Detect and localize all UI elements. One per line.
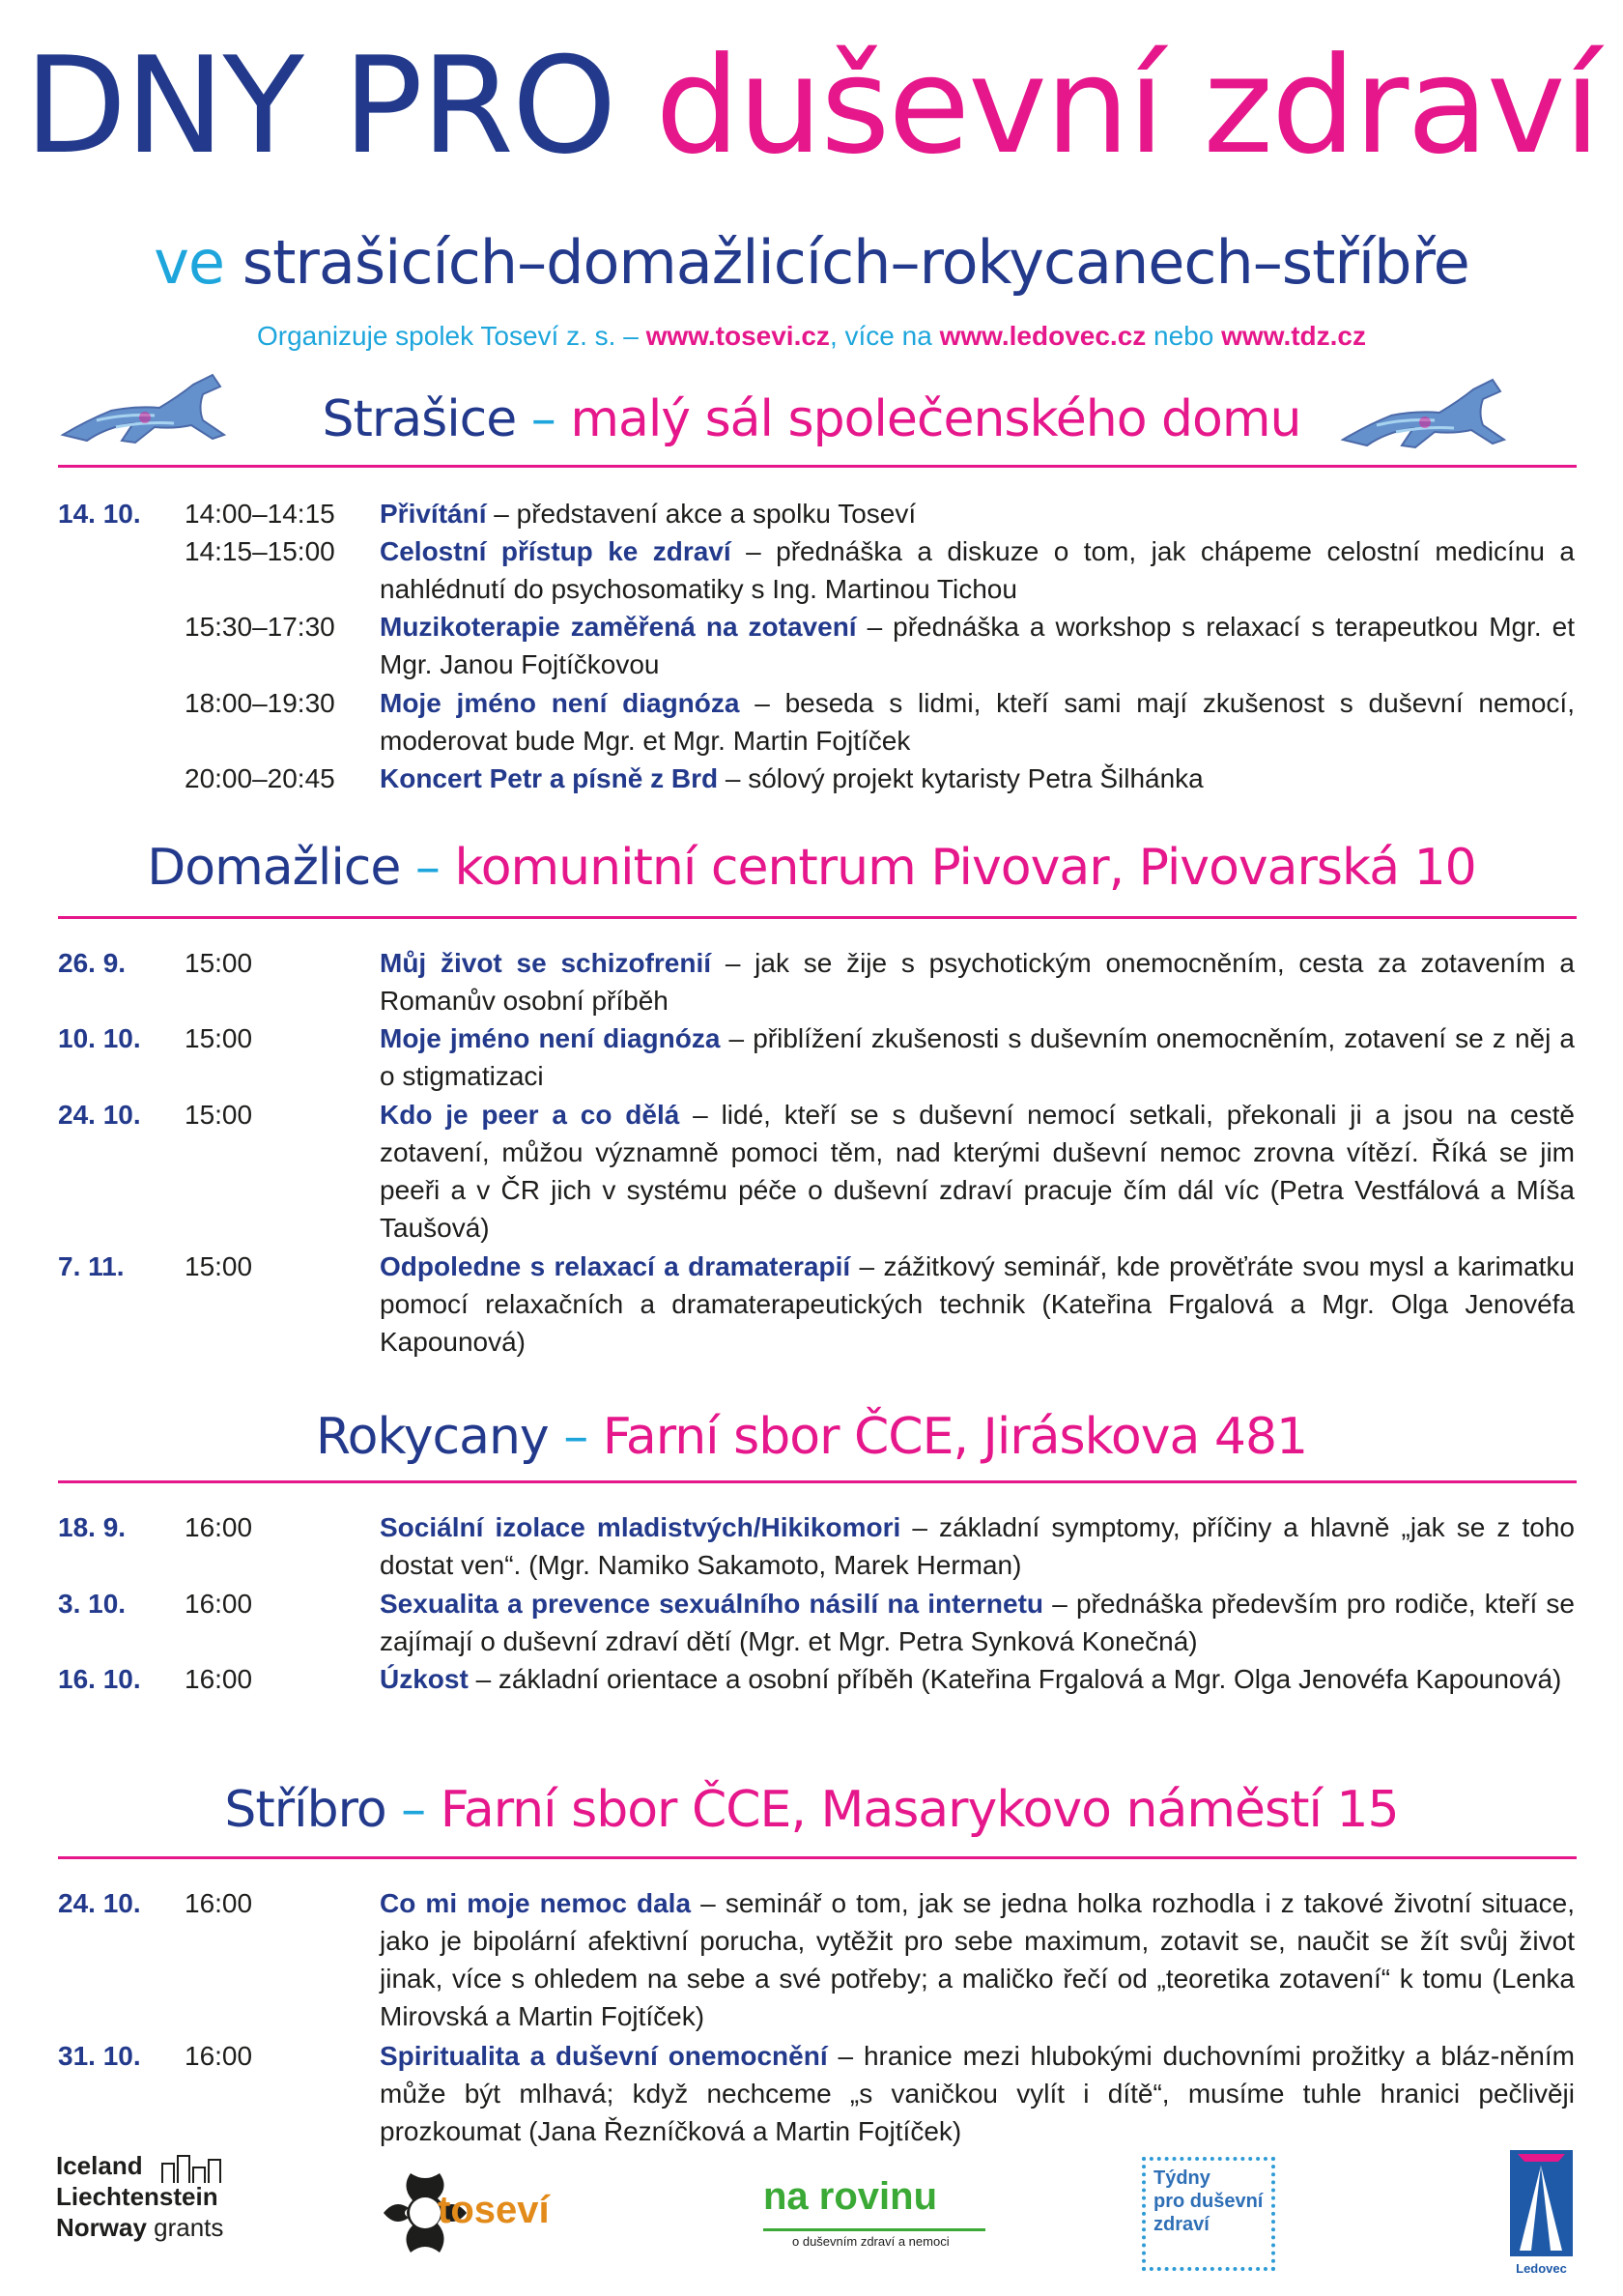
- event-text: – beseda s lidmi, kteří sami mají zkušenost s duševní nemocí, moderovat bude Mgr. et Mgr. Martin Fojtíček: [380, 688, 1575, 756]
- event-description: [380, 684, 1575, 760]
- event-description: [380, 1884, 1575, 2035]
- tydny-logo: [1142, 2157, 1275, 2271]
- section-heading-stribro: [58, 1779, 1565, 1841]
- tydny-line3: zdraví: [1153, 2214, 1210, 2235]
- section-place: Domažlice: [147, 839, 401, 897]
- event-text: – sólový projekt kytaristy Petra Šilhánka: [718, 763, 1204, 793]
- section-heading-rokycany: [58, 1406, 1565, 1468]
- event-row: [58, 944, 1575, 1019]
- grants-line3b: grants: [146, 2213, 224, 2242]
- event-text: – přednáška a workshop s relaxací s terapeutkou Mgr. et Mgr. Janou Fojtíčkovou: [380, 612, 1575, 679]
- ledovec-logo: [1510, 2150, 1573, 2276]
- event-time: 18:00–19:30: [185, 688, 335, 718]
- event-text: – lidé, kteří se s duševní nemocí setkali, překonali ji a jsou na cestě zotavení, můžou významně pomoci těm, nad kterými duševní nemoc zrovna vítězí. Říká se jim peeři a v ČR jich v systému péče o duševní zdraví pracuje čím dál víc (Petra Vestfálová a Míša Taušová): [380, 1100, 1575, 1243]
- subtitle: [0, 224, 1623, 301]
- section-dash: –: [400, 839, 455, 897]
- section-divider: [58, 1856, 1577, 1859]
- event-description: [380, 1096, 1575, 1247]
- section-dash: –: [516, 390, 571, 448]
- section-venue: komunitní centrum Pivovar, Pivovarská 10: [454, 839, 1476, 897]
- event-date: 26. 9.: [58, 948, 127, 978]
- event-time: 14:15–15:00: [185, 536, 335, 566]
- event-time: 15:00: [185, 948, 253, 978]
- event-row: [58, 1019, 1575, 1095]
- page-title: [0, 29, 1623, 184]
- event-row: [58, 532, 1575, 608]
- event-row: [58, 1096, 1575, 1247]
- event-time: 16:00: [185, 1589, 253, 1619]
- event-row: [58, 1660, 1575, 1698]
- event-title: Koncert Petr a písně z Brd: [380, 763, 719, 793]
- eea-grants-logo: [56, 2150, 240, 2266]
- tydny-line2: pro duševní: [1153, 2191, 1264, 2212]
- title-part1: DNY PRO: [24, 28, 656, 184]
- event-date: 14. 10.: [58, 499, 141, 529]
- tosevi-logo: [382, 2169, 613, 2256]
- event-row: [58, 1585, 1575, 1660]
- section-divider: [58, 465, 1577, 468]
- event-text: – představení akce a spolku Toseví: [486, 499, 917, 529]
- event-text: – základní orientace a osobní příběh (Kateřina Frgalová a Mgr. Olga Jenovéfa Kapounová): [468, 1664, 1562, 1694]
- event-date: 18. 9.: [58, 1512, 127, 1542]
- grants-line1: Iceland: [56, 2151, 143, 2180]
- event-row: [58, 495, 1575, 532]
- event-row: [58, 2037, 1575, 2150]
- event-date: 10. 10.: [58, 1023, 141, 1053]
- subtitle-part2: strašicích–domažlicích–rokycanech–stříbře: [242, 227, 1469, 298]
- event-text: – základní symptomy, příčiny a hlavně „jak se z toho dostat ven“. (Mgr. Namiko Sakamoto, Marek Herman): [380, 1512, 1575, 1580]
- event-date: 31. 10.: [58, 2041, 141, 2071]
- event-time: 16:00: [185, 1512, 253, 1542]
- narovinu-logo: [763, 2174, 985, 2261]
- narovinu-tagline: o duševním zdraví a nemoci: [792, 2234, 950, 2249]
- section-venue: Farní sbor ČCE, Masarykovo náměstí 15: [440, 1781, 1399, 1839]
- event-time: 15:00: [185, 1251, 253, 1281]
- event-row: [58, 608, 1575, 683]
- event-description: [380, 495, 1575, 532]
- event-description: [380, 2037, 1575, 2150]
- event-row: [58, 684, 1575, 760]
- event-title: Moje jméno není diagnóza: [380, 1023, 721, 1053]
- organizer-or: nebo: [1146, 321, 1222, 351]
- event-date: 7. 11.: [58, 1251, 125, 1281]
- event-text: – jak se žije s psychotickým onemocněním, cesta za zotavením a Romanův osobní příběh: [380, 948, 1575, 1016]
- event-title: Sociální izolace mladistvých/Hikikomori: [380, 1512, 901, 1542]
- subtitle-part1: ve: [154, 227, 242, 298]
- ledovec-wordmark: Ledovec: [1516, 2261, 1567, 2276]
- tydny-line1: Týdny: [1153, 2167, 1210, 2189]
- title-part2: duševní zdraví: [655, 28, 1599, 184]
- event-title: Odpoledne s relaxací a dramaterapií: [380, 1251, 851, 1281]
- event-text: – seminář o tom, jak se jedna holka rozhodla i z takové životní situace, jako je bipolární afektivní porucha, vytěžit pro sebe maximum, zotavit se, naučit se žít svůj život jinak, více s ohledem na sebe a své potřeby; a maličko řečí od „teoretika zotavení“ k tomu (Lenka Mirovská a Martin Fojtíček): [380, 1888, 1576, 2031]
- event-description: [380, 760, 1575, 797]
- section-place: Stříbro: [224, 1781, 386, 1839]
- tosevi-link[interactable]: www.tosevi.cz: [645, 321, 830, 351]
- organizer-text: Organizuje spolek Toseví z. s. –: [257, 321, 646, 351]
- grants-line2: Liechtenstein: [56, 2182, 218, 2211]
- event-title: Muzikoterapie zaměřená na zotavení: [380, 612, 857, 642]
- event-text: – hranice mezi hlubokými duchovními prožitky a bláz-něním může být mlhavá; když nechceme „s vaničkou vylít i dítě“, musíme tuhle hranici pečlivěji prozkoumat (Jana Řezníčková a Martin Fojtíček): [380, 2041, 1575, 2146]
- event-date: 3. 10.: [58, 1589, 127, 1619]
- event-date: 24. 10.: [58, 1100, 141, 1130]
- event-time: 15:30–17:30: [185, 612, 335, 642]
- event-text: – zážitkový seminář, kde prověťráte svou mysl a karimatku pomocí relaxačních a dramaterapeutických technik (Kateřina Frgalová a Mgr. Olga Jenovéfa Kapounová): [380, 1251, 1575, 1357]
- event-title: Přivítání: [380, 499, 487, 529]
- event-row: [58, 1508, 1575, 1584]
- organizer-mid: , více na: [829, 321, 940, 351]
- tosevi-wordmark: toseví: [438, 2189, 550, 2231]
- section-venue: Farní sbor ČCE, Jiráskova 481: [602, 1408, 1308, 1466]
- event-title: Můj život se schizofrenií: [380, 948, 712, 978]
- event-text: – přednáška a diskuze o tom, jak chápeme celostní medicínu a nahlédnutí do psychosomatiky s Ing. Martinou Tichou: [380, 536, 1575, 604]
- event-time: 15:00: [185, 1023, 253, 1053]
- event-row: [58, 1884, 1575, 2035]
- event-date: 24. 10.: [58, 1888, 141, 1918]
- ledovec-iceberg-icon: [1510, 2150, 1573, 2256]
- event-description: [380, 608, 1575, 683]
- event-time: 16:00: [185, 2041, 253, 2071]
- event-date: 16. 10.: [58, 1664, 141, 1694]
- narovinu-underline: [763, 2228, 985, 2231]
- tdz-link[interactable]: www.tdz.cz: [1221, 321, 1366, 351]
- event-description: [380, 1585, 1575, 1660]
- section-place: Strašice: [322, 390, 517, 448]
- section-heading-domazlice: [58, 837, 1565, 899]
- event-title: Kdo je peer a co dělá: [380, 1100, 680, 1130]
- narovinu-wordmark: na rovinu: [763, 2175, 938, 2218]
- event-title: Moje jméno není diagnóza: [380, 688, 740, 718]
- section-divider: [58, 1480, 1577, 1483]
- event-title: Sexualita a prevence sexuálního násilí na internetu: [380, 1589, 1043, 1619]
- event-title: Co mi moje nemoc dala: [380, 1888, 692, 1918]
- event-description: [380, 944, 1575, 1019]
- event-description: [380, 1508, 1575, 1584]
- grants-line3a: Norway: [56, 2213, 147, 2242]
- event-description: [380, 532, 1575, 608]
- event-description: [380, 1019, 1575, 1095]
- event-time: 15:00: [185, 1100, 253, 1130]
- event-time: 16:00: [185, 1664, 253, 1694]
- event-title: Spiritualita a duševní onemocnění: [380, 2041, 828, 2071]
- event-time: 20:00–20:45: [185, 763, 335, 793]
- event-text: – přednáška především pro rodiče, kteří se zajímají o duševní zdraví dětí (Mgr. et Mgr. Petra Synková Konečná): [380, 1589, 1575, 1656]
- event-title: Celostní přístup ke zdraví: [380, 536, 731, 566]
- event-time: 16:00: [185, 1888, 253, 1918]
- event-row: [58, 760, 1575, 797]
- section-place: Rokycany: [315, 1408, 549, 1466]
- event-title: Úzkost: [380, 1664, 469, 1694]
- event-description: [380, 1248, 1575, 1361]
- event-row: [58, 1248, 1575, 1361]
- section-heading-strasice: [58, 388, 1565, 450]
- ledovec-link[interactable]: www.ledovec.cz: [939, 321, 1147, 351]
- grants-mark-icon: [160, 2152, 228, 2185]
- section-divider: [58, 916, 1577, 919]
- section-dash: –: [548, 1408, 603, 1466]
- section-dash: –: [385, 1781, 441, 1839]
- event-description: [380, 1660, 1575, 1698]
- section-venue: malý sál společenského domu: [570, 390, 1301, 448]
- event-text: – přiblížení zkušenosti s duševním onemocněním, zotavení se z něj a o stigmatizaci: [380, 1023, 1575, 1091]
- event-time: 14:00–14:15: [185, 499, 335, 529]
- organizer-line: [0, 317, 1623, 356]
